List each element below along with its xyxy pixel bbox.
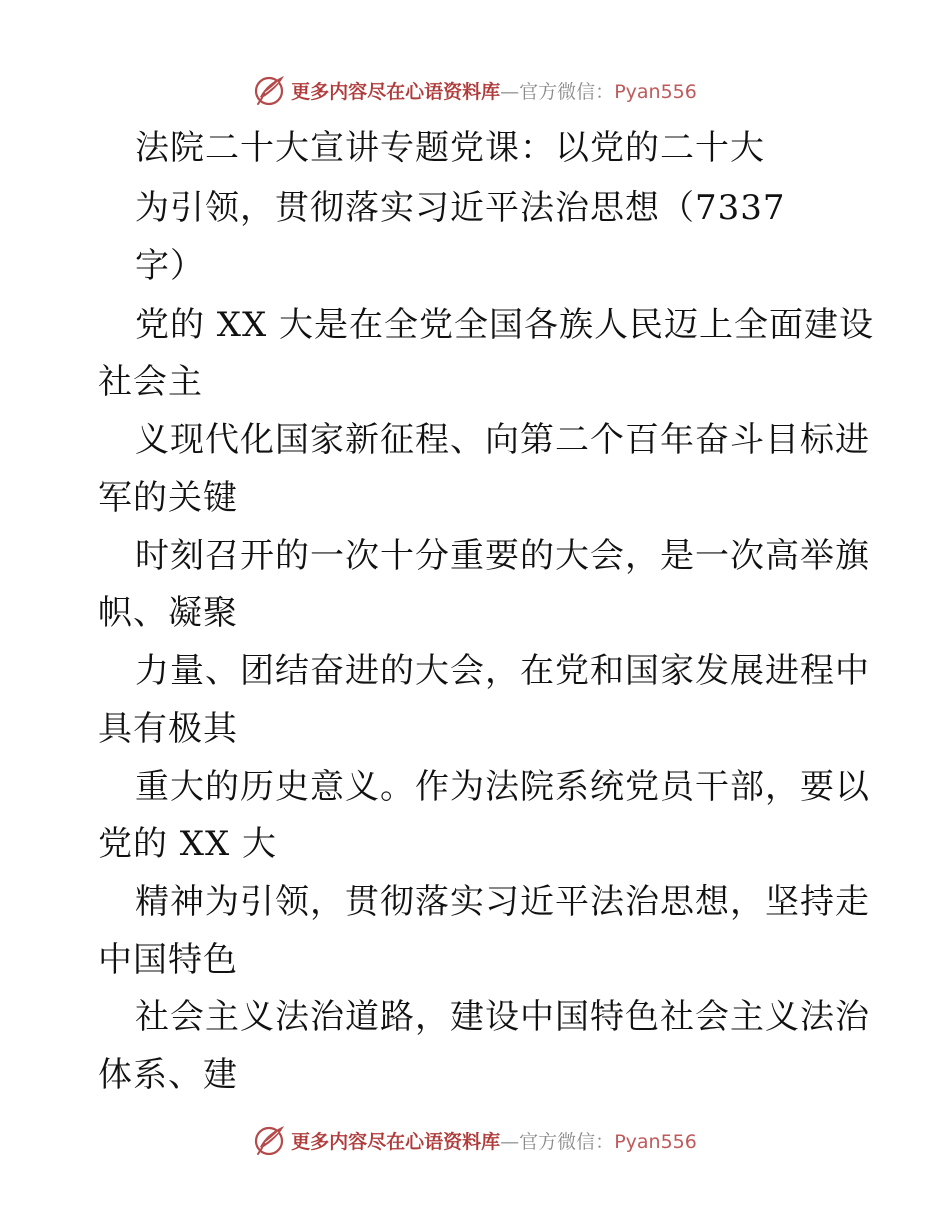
body-line: 重大的历史意义。作为法院系统党员干部，要以 xyxy=(135,767,870,807)
header-banner-text xyxy=(291,77,697,104)
body-line: 军的关键 xyxy=(98,478,238,518)
title-line-1: 法院二十大宣讲专题党课：以党的二十大 xyxy=(135,128,765,168)
header-banner xyxy=(0,70,950,110)
body-line: 时刻召开的一次十分重要的大会，是一次高举旗 xyxy=(135,536,870,576)
quill-pen-logo-icon xyxy=(253,1123,287,1157)
header-brand-text: 更多内容尽在心语资料库 xyxy=(291,80,501,103)
header-weixin-account: Pyan556 xyxy=(614,80,697,103)
title-line-3: 字） xyxy=(135,246,205,286)
body-line: 帜、凝聚 xyxy=(98,593,238,633)
body-line: 中国特色 xyxy=(98,940,238,980)
quill-pen-logo-icon xyxy=(253,73,287,107)
body-line: 体系、建 xyxy=(98,1055,238,1095)
body-line: 力量、团结奋进的大会，在党和国家发展进程中 xyxy=(135,651,870,691)
body-line: 义现代化国家新征程、向第二个百年奋斗目标进 xyxy=(135,420,870,460)
footer-banner-text xyxy=(291,1127,697,1154)
body-line: 党的 XX 大 xyxy=(98,824,278,864)
header-separator: — xyxy=(500,80,520,103)
footer-banner xyxy=(0,1120,950,1160)
footer-weixin-label: 官方微信： xyxy=(519,1130,615,1153)
body-line: 社会主 xyxy=(98,362,203,402)
footer-brand-text: 更多内容尽在心语资料库 xyxy=(291,1130,501,1153)
body-line: 社会主义法治道路，建设中国特色社会主义法治 xyxy=(135,997,870,1037)
footer-separator: — xyxy=(500,1130,520,1153)
footer-weixin-account: Pyan556 xyxy=(614,1130,697,1153)
title-line-2: 为引领，贯彻落实习近平法治思想（7337 xyxy=(135,188,786,228)
body-line: 精神为引领，贯彻落实习近平法治思想，坚持走 xyxy=(135,882,870,922)
header-weixin-label: 官方微信： xyxy=(519,80,615,103)
body-line: 党的 XX 大是在全党全国各族人民迈上全面建设 xyxy=(135,305,875,345)
body-line: 具有极其 xyxy=(98,709,238,749)
